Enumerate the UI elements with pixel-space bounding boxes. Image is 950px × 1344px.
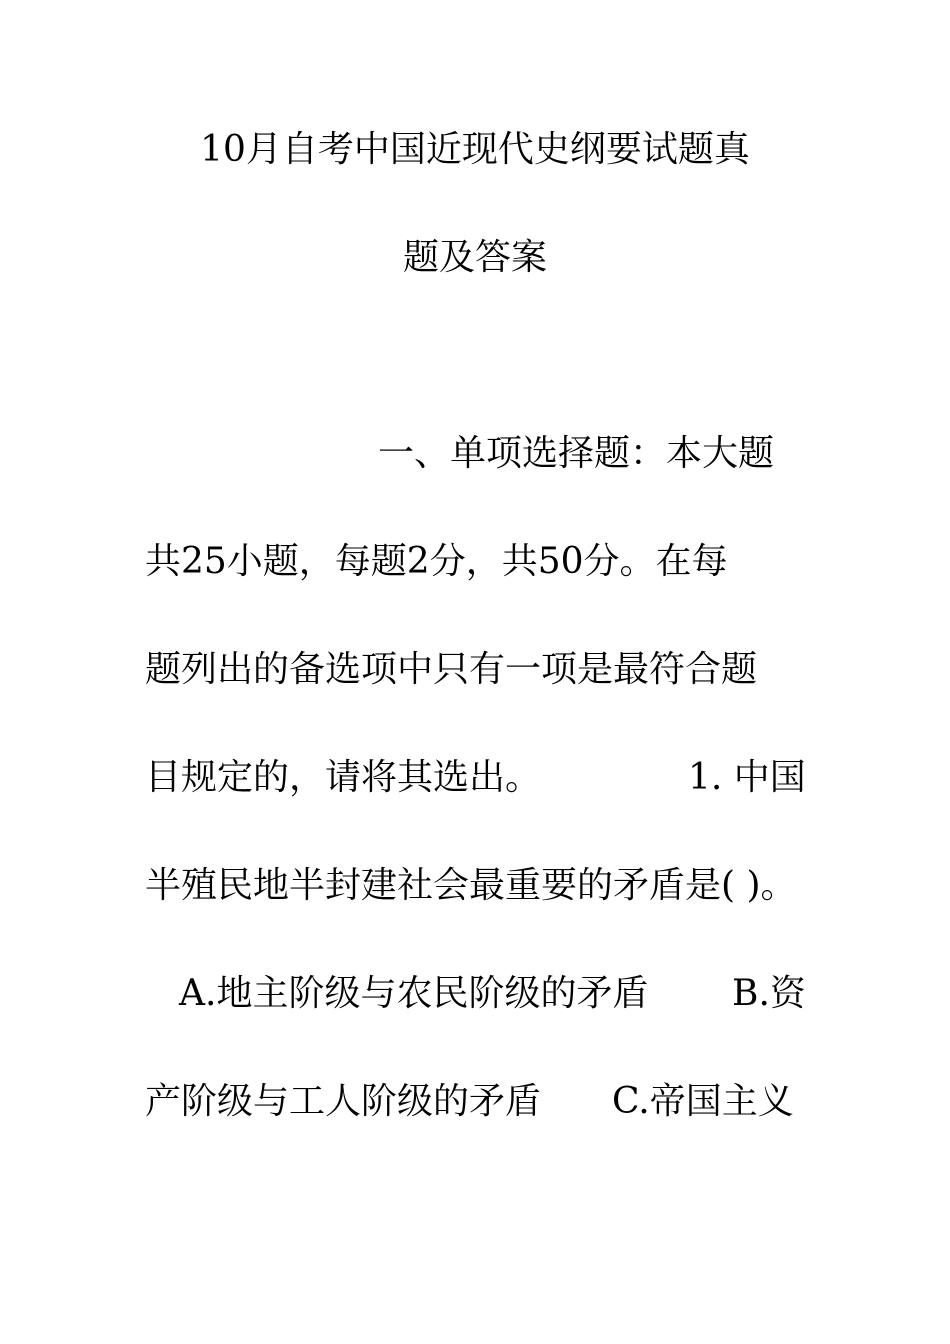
option-c-start: C.帝国主义 — [612, 1081, 794, 1122]
option-b-continued: 产阶级与工人阶级的矛盾 — [145, 1081, 542, 1122]
paragraph-line-4: 目规定的，请将其选出。 — [145, 757, 542, 798]
question-1-text: 半殖民地半封建社会最重要的矛盾是( )。 — [145, 865, 797, 906]
option-b-start: B.资 — [732, 973, 806, 1014]
question-1-number: 1. 中国 — [688, 757, 806, 798]
paragraph-line-3: 题列出的备选项中只有一项是最符合题 — [145, 649, 758, 690]
paragraph-line-2: 共25小题，每题2分，共50分。在每 — [145, 541, 728, 582]
option-a: A.地主阶级与农民阶级的矛盾 — [179, 973, 649, 1014]
document-title-line-2: 题及答案 — [402, 237, 547, 278]
section-heading: 一、单项选择题：本大题 — [378, 433, 775, 474]
document-title-line-1: 10月自考中国近现代史纲要试题真 — [200, 129, 750, 170]
